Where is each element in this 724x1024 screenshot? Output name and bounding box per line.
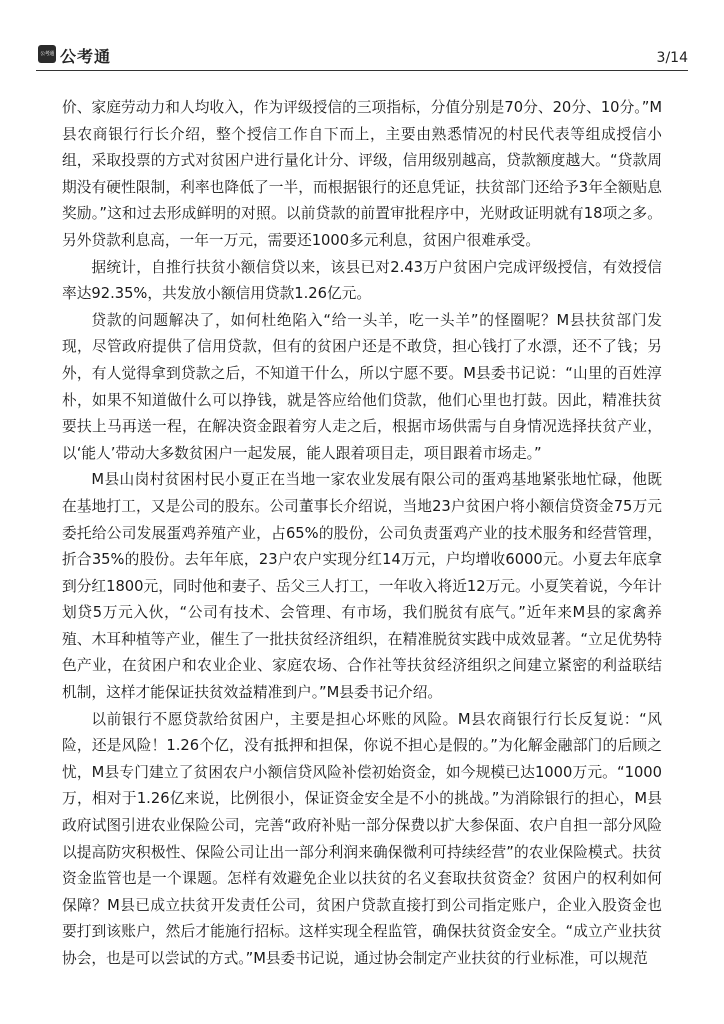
document-body	[62, 95, 662, 973]
logo-icon	[38, 45, 56, 63]
logo-mark-text: 公考通	[40, 50, 54, 57]
paragraph: 价、家庭劳动力和人均收入，作为评级授信的三项指标，分值分别是70分、20分、10分。”M县农商银行行长介绍，整个授信工作自下而上，主要由熟悉情况的村民代表等组成授信小组，采取投票的方式对贫困户进行量化计分、评级，信用级别越高，贷款额度越大。“贷款周期没有硬性限制，利率也降低了一半，而根据银行的还息凭证，扶贫部门还给予3年全额贴息奖励。”这和过去形成鲜明的对照。以前贷款的前置审批程序中，光财政证明就有18项之多。另外贷款利息高，一年一万元，需要还1000多元利息，贫困户很难承受。	[62, 99, 662, 249]
brand-name: 公考通	[60, 47, 112, 66]
paragraph: M县山岗村贫困村民小夏正在当地一家农业发展有限公司的蛋鸡基地紧张地忙碌，他既在基地打工，又是公司的股东。公司董事长介绍说，当地23户贫困户将小额信贷资金75万元委托给公司发展蛋鸡养殖产业，占65%的股份，公司负责蛋鸡产业的技术服务和经营管理，折合35%的股份。去年年底，23户农户实现分红14万元，户均增收6000元。小夏去年底拿到分红1800元，同时他和妻子、岳父三人打工，一年收入将近12万元。小夏笑着说，今年计划贷5万元入伙，“公司有技术、会管理、有市场，我们脱贫有底气。”近年来M县的家禽养殖、木耳种植等产业，催生了一批扶贫经济组织，在精准脱贫实践中成效显著。“立足优势特色产业，在贫困户和农业企业、家庭农场、合作社等扶贫经济组织之间建立紧密的利益联结机制，这样才能保证扶贫效益精准到户。”M县委书记介绍。	[62, 471, 662, 702]
paragraph: 贷款的问题解决了，如何杜绝陷入“给一头羊，吃一头羊”的怪圈呢？M县扶贫部门发现，尽管政府提供了信用贷款，但有的贫困户还是不敢贷，担心钱打了水漂，还不了钱；另外，有人觉得拿到贷款之后，不知道干什么，所以宁愿不要。M县委书记说：“山里的百姓淳朴，如果不知道做什么可以挣钱，就是答应给他们贷款，他们心里也打鼓。因此，精准扶贫要扶上马再送一程，在解决资金跟着穷人走之后，根据市场供需与自身情况选择扶贫产业，以‘能人’带动大多数贫困户一起发展，能人跟着项目走，项目跟着市场走。”	[62, 311, 662, 462]
paragraph: 据统计，自推行扶贫小额信贷以来，该县已对2.43万户贫困户完成评级授信，有效授信率达92.35%，共发放小额信用贷款1.26亿元。	[62, 258, 662, 303]
header-divider	[36, 70, 688, 71]
page-number: 3/14	[656, 50, 688, 66]
page-header	[0, 0, 724, 70]
paragraph: 以前银行不愿贷款给贫困户，主要是担心坏账的风险。M县农商银行行长反复说：“风险，还是风险！1.26个亿，没有抵押和担保，你说不担心是假的。”为化解金融部门的后顾之忧，M县专门建立了贫困农户小额信贷风险补偿初始资金，如今规模已达1000万元。“1000万，相对于1.26亿来说，比例很小，保证资金安全是不小的挑战。”为消除银行的担心，M县政府试图引进农业保险公司，完善“政府补贴一部分保费以扩大参保面、农户自担一部分风险以提高防灾积极性、保险公司让出一部分利润来确保微利可持续经营”的农业保险模式。扶贫资金监管也是一个课题。怎样有效避免企业以扶贫的名义套取扶贫资金？贫困户的权利如何保障？M县已成立扶贫开发责任公司，贫困户贷款直接打到公司指定账户，企业入股资金也要打到该账户，然后才能施行招标。这样实现全程监管，确保扶贫资金安全。“成立产业扶贫协会，也是可以尝试的方式。”M县委书记说，通过协会制定产业扶贫的行业标准，可以规范	[62, 710, 662, 967]
